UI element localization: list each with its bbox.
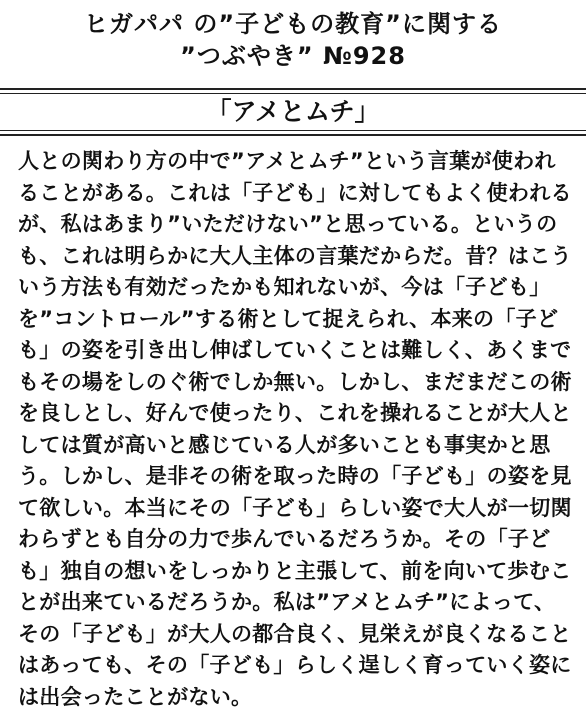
body-line: を良しとし、好んで使ったり、これを操れることが大人と [18, 398, 570, 430]
body-line: が、私はあまり”いただけない”と思っている。というの [18, 209, 570, 241]
body-line: う。しかし、是非その術を取った時の「子ども」の姿を見 [18, 461, 570, 493]
body-line: しては質が高いと感じている人が多いことも事実かと思 [18, 430, 570, 462]
article-body [18, 146, 570, 713]
body-line: いう方法も有効だったかも知れないが、今は「子ども」 [18, 272, 570, 304]
body-line: は出会ったことがない。 [18, 682, 570, 713]
title-rule-box [0, 88, 586, 136]
header-title-line-1: ヒガパパ の”子どもの教育”に関する [0, 8, 586, 40]
body-line: を”コントロール”する術として捉えられ、本来の「子ど [18, 304, 570, 336]
body-line: その「子ども」が大人の都合良く、見栄えが良くなること [18, 619, 570, 651]
body-line: も」独自の想いをしっかりと主張して、前を向いて歩むこ [18, 556, 570, 588]
body-line: ることがある。これは「子ども」に対してもよく使われる [18, 178, 570, 210]
header-title-line-2: ”つぶやき” №928 [0, 40, 586, 72]
title-rule-inner-bottom [0, 130, 586, 131]
article-title: 「アメとムチ」 [0, 94, 586, 130]
body-line: とが出来ているだろうか。私は”アメとムチ”によって、 [18, 587, 570, 619]
page-header [0, 8, 586, 72]
body-line: も」の姿を引き出し伸ばしていくことは難しく、あくまで [18, 335, 570, 367]
body-line: もその場をしのぐ術でしか無い。しかし、まだまだこの術 [18, 367, 570, 399]
body-line: も、これは明らかに大人主体の言葉だからだ。昔？はこう [18, 241, 570, 273]
body-line: わらずとも自分の力で歩んでいるだろうか。その「子ど [18, 524, 570, 556]
body-line: て欲しい。本当にその「子ども」らしい姿で大人が一切関 [18, 493, 570, 525]
body-line: 人との関わり方の中で”アメとムチ”という言葉が使われ [18, 146, 570, 178]
body-line: はあっても、その「子ども」らしく逞しく育っていく姿に [18, 650, 570, 682]
